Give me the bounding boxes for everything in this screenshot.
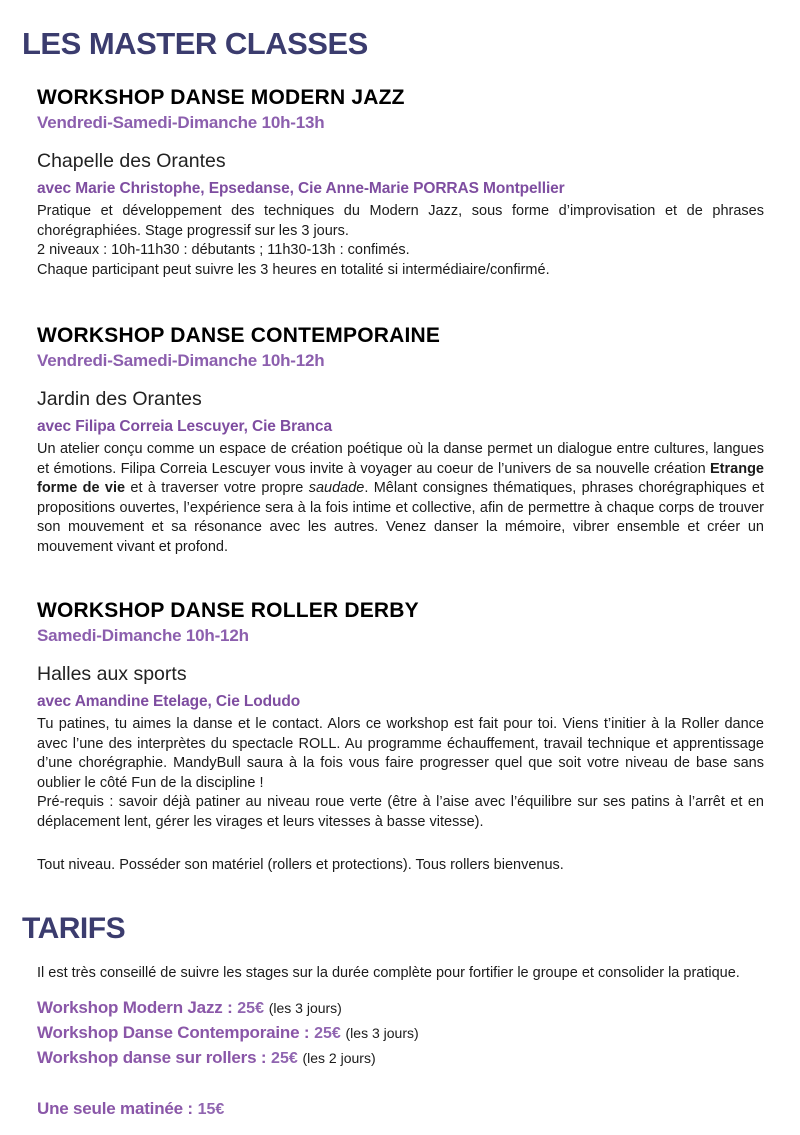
section-body xyxy=(37,715,764,832)
section-heading: WORKSHOP DANSE ROLLER DERBY xyxy=(37,599,419,622)
tarif-list xyxy=(37,996,800,1071)
tarif-price: 15€ xyxy=(197,1100,225,1118)
section-schedule: Vendredi-Samedi-Dimanche 10h-13h xyxy=(37,113,325,132)
tarif-note: (les 3 jours) xyxy=(268,999,342,1016)
paragraph-text: . Mêlant consignes thématiques, phrases chorégraphiques et propositions ouvertes, l’expérience sera à la fois intime et collective, afin de permettre à chaque corps de trouver son mouvement et sa résonance avec les autres. Venez danser la mémoire, vibrer ensemble et créer un mouvement vivant et profond. xyxy=(37,480,765,555)
instructor-line: avec Marie Christophe, Epsedanse, Cie Anne-Marie PORRAS Montpellier xyxy=(37,180,565,197)
tarif-label: Workshop Modern Jazz : xyxy=(37,997,233,1017)
paragraph: Tu patines, tu aimes la danse et le contact. Alors ce workshop est fait pour toi. Viens t’initier à la Roller dance avec l’une des interprètes du spectacle ROLL. Au programme échauffement, travail technique et apprentissage d’une chorégraphie. MandyBull saura à la fois vous faire progresser quel que soit votre niveau de base sans oublier le côté Fun de la discipline ! xyxy=(37,716,764,791)
venue-name: Halles aux sports xyxy=(37,663,187,685)
section-schedule: Vendredi-Samedi-Dimanche 10h-12h xyxy=(37,351,325,370)
instructor-line: avec Filipa Correia Lescuyer, Cie Branca xyxy=(37,418,332,435)
paragraph: 2 niveaux : 10h-11h30 : débutants ; 11h30-13h : confimés. xyxy=(37,242,410,258)
tarif-price: 25€ xyxy=(314,1024,341,1042)
section-heading: WORKSHOP DANSE MODERN JAZZ xyxy=(37,86,405,109)
tarif-row-contemporaine xyxy=(37,1021,800,1046)
paragraph-text: et à traverser votre propre xyxy=(125,480,309,496)
tarif-label: Workshop danse sur rollers : xyxy=(37,1047,267,1067)
tarif-note: (les 2 jours) xyxy=(302,1049,376,1066)
tarifs-title: TARIFS xyxy=(22,911,126,945)
paragraph: Pré-requis : savoir déjà patiner au niveau roue verte (être à l’aise avec l’équilibre sur ses patins à l’arrêt et en déplacement lent, gérer les virages et leurs vitesses à basse vitesse). xyxy=(37,794,764,830)
section-heading: WORKSHOP DANSE CONTEMPORAINE xyxy=(37,324,441,347)
tarif-row-modern-jazz xyxy=(37,996,800,1021)
tarif-label: Une seule matinée : xyxy=(37,1098,193,1118)
tarifs-intro: Il est très conseillé de suivre les stages sur la durée complète pour fortifier le groupe et consolider la pratique. xyxy=(37,964,740,981)
venue-name: Jardin des Orantes xyxy=(37,388,202,410)
section-body xyxy=(37,440,764,557)
tarif-label: Workshop Danse Contemporaine : xyxy=(37,1022,310,1042)
instructor-line: avec Amandine Etelage, Cie Lodudo xyxy=(37,693,301,710)
tarif-single-morning xyxy=(37,1097,800,1122)
paragraph: Chaque participant peut suivre les 3 heures en totalité si intermédiaire/confirmé. xyxy=(37,261,550,278)
section-schedule: Samedi-Dimanche 10h-12h xyxy=(37,626,249,645)
section-contemporaine xyxy=(37,324,764,557)
section-roller-derby xyxy=(37,599,764,876)
tarif-note: (les 3 jours) xyxy=(345,1024,419,1041)
section-body xyxy=(37,202,764,280)
tarif-price: 25€ xyxy=(237,999,264,1017)
section-modern-jazz xyxy=(37,86,764,280)
venue-name: Chapelle des Orantes xyxy=(37,150,226,172)
tarif-row-rollers xyxy=(37,1046,800,1071)
saudade-italic: saudade xyxy=(308,480,365,496)
paragraph: Pratique et développement des techniques du Modern Jazz, sous forme d’improvisation et de phrases chorégraphiées. Stage progressif sur les 3 jours. xyxy=(37,203,764,239)
show-title-bold: Etrange forme de vie xyxy=(37,460,764,496)
paragraph-text: Un atelier conçu comme un espace de création poétique où la danse permet un dialogue entre cultures, langues et émotions. Filipa Correia Lescuyer vous invite à voyager au coeur de l’univers de sa nouvelle création xyxy=(37,441,764,477)
page-title: LES MASTER CLASSES xyxy=(22,26,368,61)
equipment-note: Tout niveau. Posséder son matériel (rollers et protections). Tous rollers bienvenus. xyxy=(37,857,564,873)
tarif-price: 25€ xyxy=(271,1049,298,1067)
paragraph xyxy=(37,440,764,557)
